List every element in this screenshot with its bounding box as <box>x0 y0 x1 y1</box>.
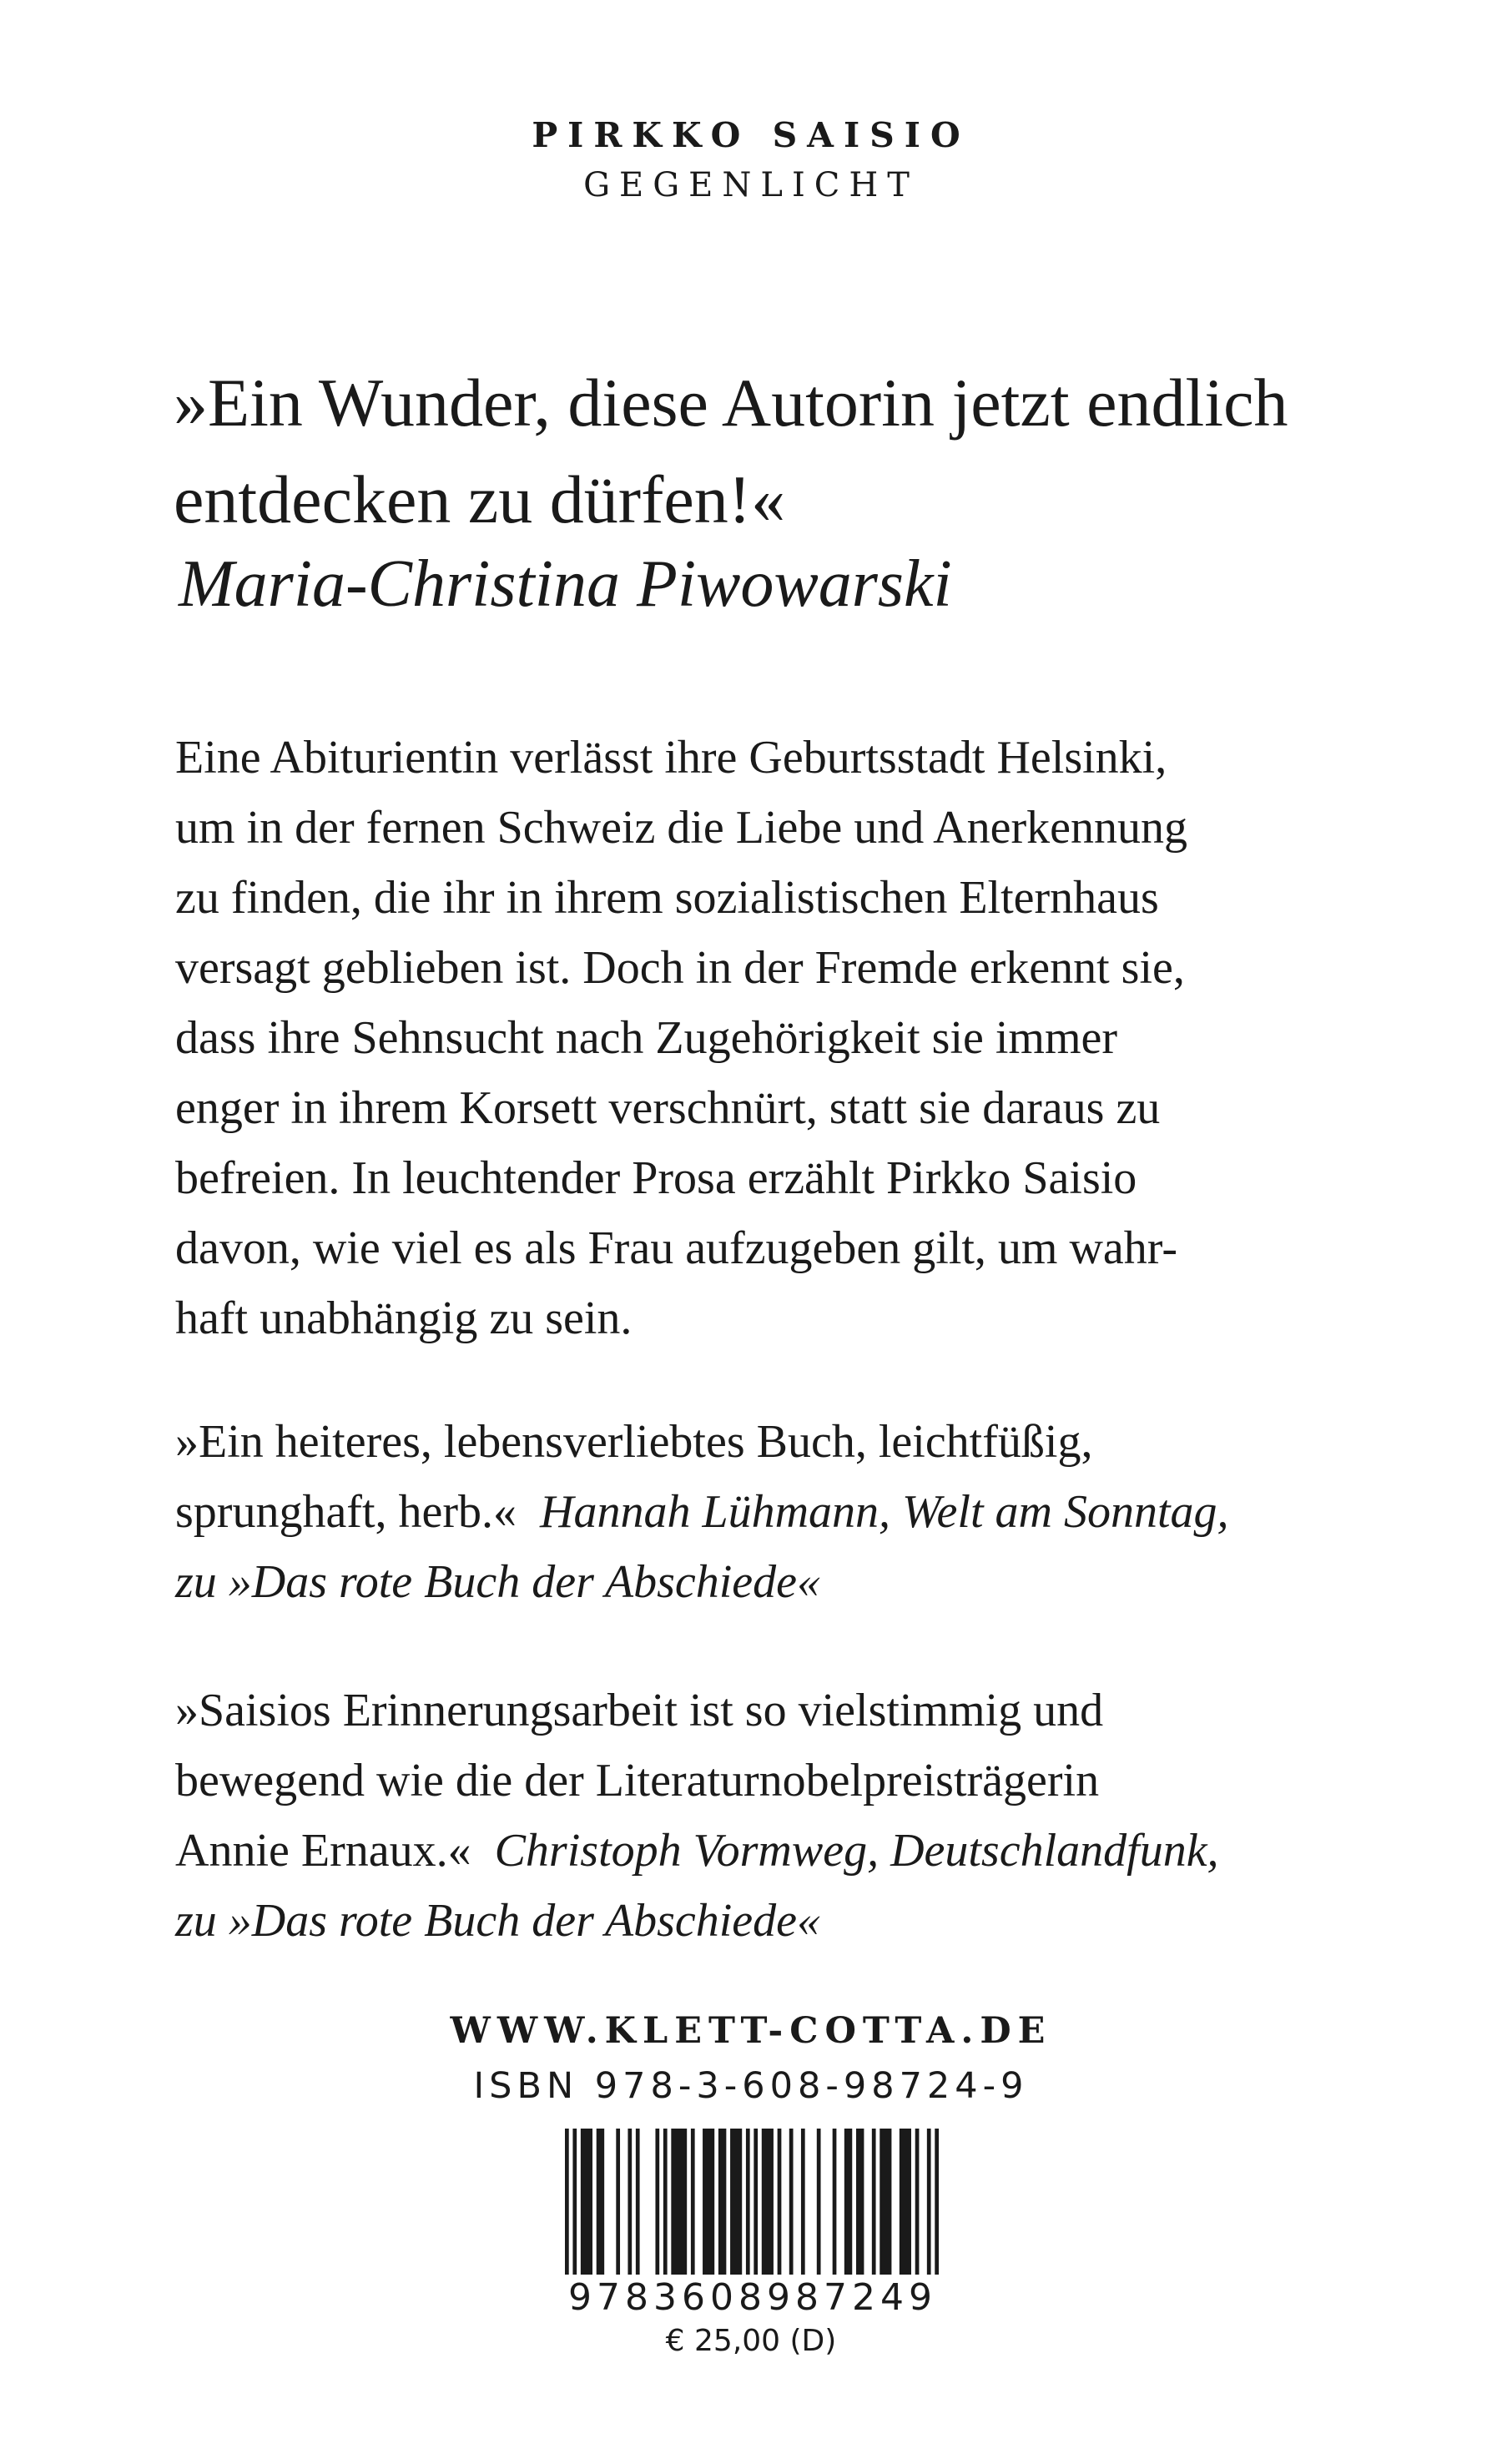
review-line: »Saisios Erinnerungsarbeit ist so vielstimmig und <box>175 1685 1104 1736</box>
barcode-bar <box>927 2129 931 2275</box>
barcode-bar <box>762 2129 774 2275</box>
featured-quote-attribution: Maria-Christina Piwowarski <box>179 547 952 621</box>
barcode-bar <box>754 2129 758 2275</box>
featured-quote-line: »Ein Wunder, diese Autorin jetzt endlich <box>174 365 1288 441</box>
barcode-bar <box>655 2129 659 2275</box>
description-line: haft unabhängig zu sein. <box>175 1292 633 1344</box>
review-line: bewegend wie die der Literaturnobelpreisträgerin <box>175 1755 1100 1806</box>
price-label: € 25,00 (D) <box>665 2324 837 2358</box>
description-line: Eine Abiturientin verlässt ihre Geburtsstadt Helsinki, <box>175 732 1167 784</box>
barcode-bar <box>581 2129 592 2275</box>
review-line <box>175 1816 1343 1886</box>
review-source: zu »Das rote Buch der Abschiede« <box>175 1895 820 1947</box>
review-line <box>175 1477 1343 1547</box>
barcode-bar <box>671 2129 687 2275</box>
featured-quote-line: entdecken zu dürfen!« <box>174 461 786 537</box>
description-line: davon, wie viel es als Frau aufzugeben gilt, um wahr- <box>175 1222 1177 1274</box>
book-description <box>175 723 1343 1353</box>
barcode-bar <box>663 2129 668 2275</box>
barcode-bar <box>801 2129 805 2275</box>
barcode-bar <box>872 2129 876 2275</box>
barcode-bar <box>844 2129 852 2275</box>
description-line: befreien. In leuchtender Prosa erzählt Pirkko Saisio <box>175 1152 1137 1204</box>
barcode-bar <box>718 2129 726 2275</box>
description-line: zu finden, die ihr in ihrem sozialistischen Elternhaus <box>175 872 1159 924</box>
review-quote <box>175 1675 1343 1956</box>
barcode-bar <box>880 2129 891 2275</box>
description-line: versagt geblieben ist. Doch in der Fremde erkennt sie, <box>175 942 1185 994</box>
review-source: Hannah Lühmann, Welt am Sonntag, <box>540 1486 1229 1538</box>
barcode-bar <box>730 2129 742 2275</box>
review-line: »Ein heiteres, lebensverliebtes Buch, leichtfüßig, <box>175 1416 1093 1468</box>
isbn-number: ISBN 978-3-608-98724-9 <box>473 2065 1029 2107</box>
barcode-bar <box>572 2129 577 2275</box>
barcode-bar <box>636 2129 640 2275</box>
barcode-bar <box>778 2129 782 2275</box>
review-source: zu »Das rote Buch der Abschiede« <box>175 1556 820 1608</box>
barcode-bar <box>565 2129 569 2275</box>
barcode-bar <box>628 2129 632 2275</box>
description-line: dass ihre Sehnsucht nach Zugehörigkeit sie immer <box>175 1012 1118 1064</box>
barcode-bar <box>691 2129 695 2275</box>
barcode-bar <box>616 2129 620 2275</box>
description-line: enger in ihrem Korsett verschnürt, statt sie daraus zu <box>175 1082 1161 1134</box>
barcode-bar <box>597 2129 604 2275</box>
publisher-website: WWW.KLETT-COTTA.DE <box>450 2010 1052 2052</box>
barcode-bar <box>833 2129 837 2275</box>
barcode-bar <box>935 2129 939 2275</box>
barcode <box>565 2129 939 2275</box>
barcode-bar <box>703 2129 714 2275</box>
barcode-bar <box>915 2129 920 2275</box>
book-title: GEGENLICHT <box>583 166 919 204</box>
barcode-bar <box>817 2129 821 2275</box>
featured-quote <box>174 355 1358 548</box>
barcode-digits: 9783608987249 <box>568 2276 937 2319</box>
barcode-bar <box>900 2129 911 2275</box>
barcode-bar <box>856 2129 864 2275</box>
barcode-bar <box>789 2129 794 2275</box>
review-quote <box>175 1407 1343 1617</box>
review-text: sprunghaft, herb.« <box>175 1486 517 1538</box>
description-line: um in der fernen Schweiz die Liebe und Anerkennung <box>175 802 1187 854</box>
review-source: Christoph Vormweg, Deutschlandfunk, <box>494 1825 1219 1877</box>
barcode-graphic <box>565 2129 939 2275</box>
review-text: Annie Ernaux.« <box>175 1825 471 1877</box>
barcode-bar <box>746 2129 750 2275</box>
author-name: PIRKKO SAISIO <box>532 115 970 155</box>
